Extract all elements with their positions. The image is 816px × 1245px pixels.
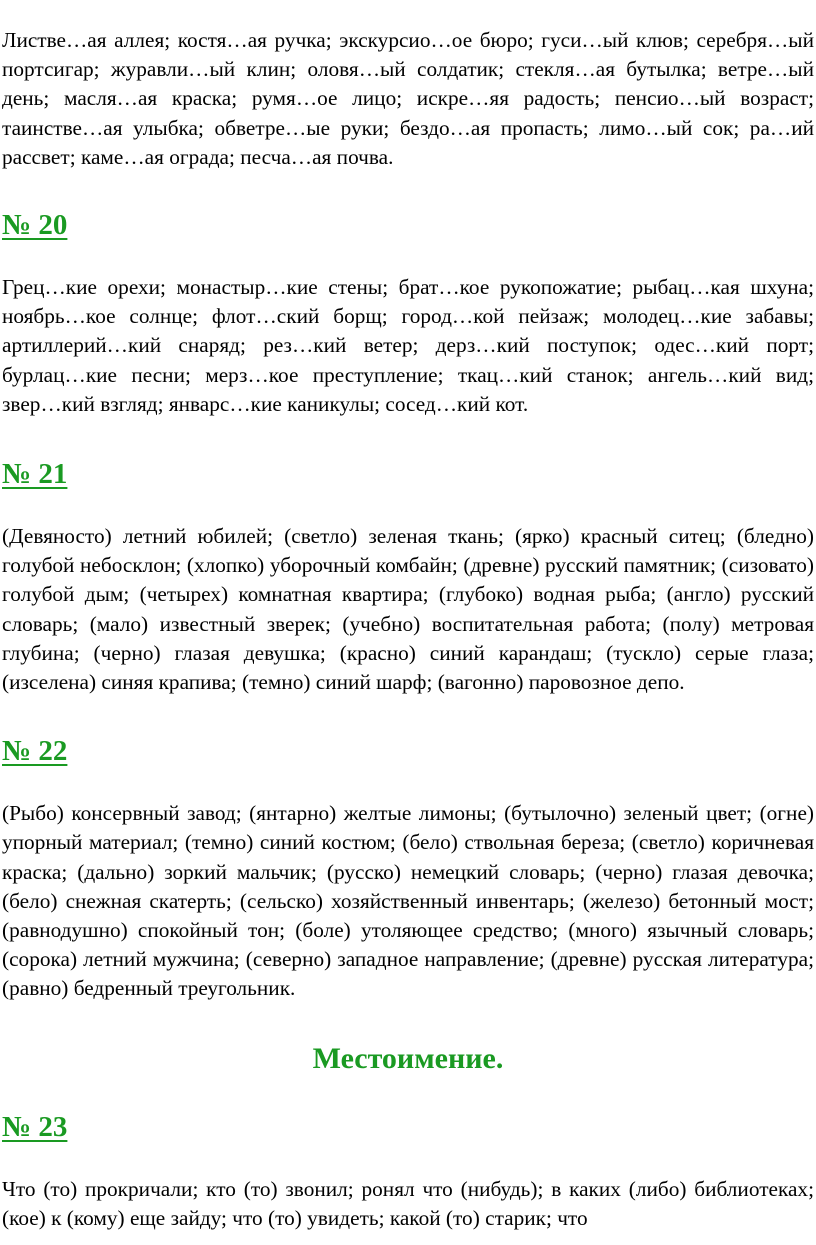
exercise-22-heading: № 22	[2, 735, 68, 768]
exercise-21-heading: № 21	[2, 458, 68, 491]
exercise-20-heading: № 20	[2, 209, 68, 242]
intro-paragraph: Листве…ая аллея; костя…ая ручка; экскурсио…ое бюро; гуси…ый клюв; серебря…ый портсигар; журавли…ый клин; оловя…ый солдатик; стекля…ая бутылка; ветре…ый день; масля…ая краска; румя…ое лицо; искре…яя радость; пенсио…ый возраст; таинстве…ая улыбка; обветре…ые руки; бездо…ая пропасть; лимо…ый сок; ра…ий рассвет; каме…ая ограда; песча…ая почва.	[2, 28, 814, 169]
exercise-23-text: Что (то) прокричали; кто (то) звонил; ронял что (нибудь); в каких (либо) библиотеках; (кое) к (кому) еще зайду; что (то) увидеть; какой (то) старик; что	[2, 1176, 814, 1230]
exercise-21-text: (Девяносто) летний юбилей; (светло) зеленая ткань; (ярко) красный ситец; (бледно) голубой небосклон; (хлопко) уборочный комбайн; (древне) русский памятник; (сизовато) голубой дым; (четырех) комнатная квартира; (глубоко) водная рыба; (англо) русский словарь; (мало) известный зверек; (учебно) воспитательная работа; (полу) метровая глубина; (черно) глазая девушка; (красно) синий карандаш; (тускло) серые глаза; (изселена) синяя крапива; (темно) синий шарф; (вагонно) паровозное депо.	[2, 524, 814, 695]
section-title-pronoun: Местоимение.	[312, 1041, 504, 1075]
exercise-23-heading: № 23	[2, 1110, 68, 1143]
exercise-20-text: Грец…кие орехи; монастыр…кие стены; брат…кое рукопожатие; рыбац…кая шхуна; ноябрь…кое солнце; флот…ский борщ; город…кой пейзаж; молодец…кие забавы; артиллерий…кий снаряд; рез…кий ветер; дерз…кий поступок; одес…кий порт; бурлац…кие песни; мерз…кое преступление; ткац…кий станок; ангель…кий вид; звер…кий взгляд; январс…кие каникулы; сосед…кий кот.	[2, 275, 814, 416]
exercise-22-text: (Рыбо) консервный завод; (янтарно) желтые лимоны; (бутылочно) зеленый цвет; (огне) упорный материал; (темно) синий костюм; (бело) ствольная береза; (светло) коричневая краска; (дально) зоркий мальчик; (русско) немецкий словарь; (черно) глазая девочка; (бело) снежная скатерть; (сельско) хозяйственный инвентарь; (железо) бетонный мост; (равнодушно) спокойный тон; (боле) утоляющее средство; (много) язычный словарь; (сорока) летний мужчина; (северно) западное направление; (древне) русская литература; (равно) бедренный треугольник.	[2, 801, 814, 1001]
